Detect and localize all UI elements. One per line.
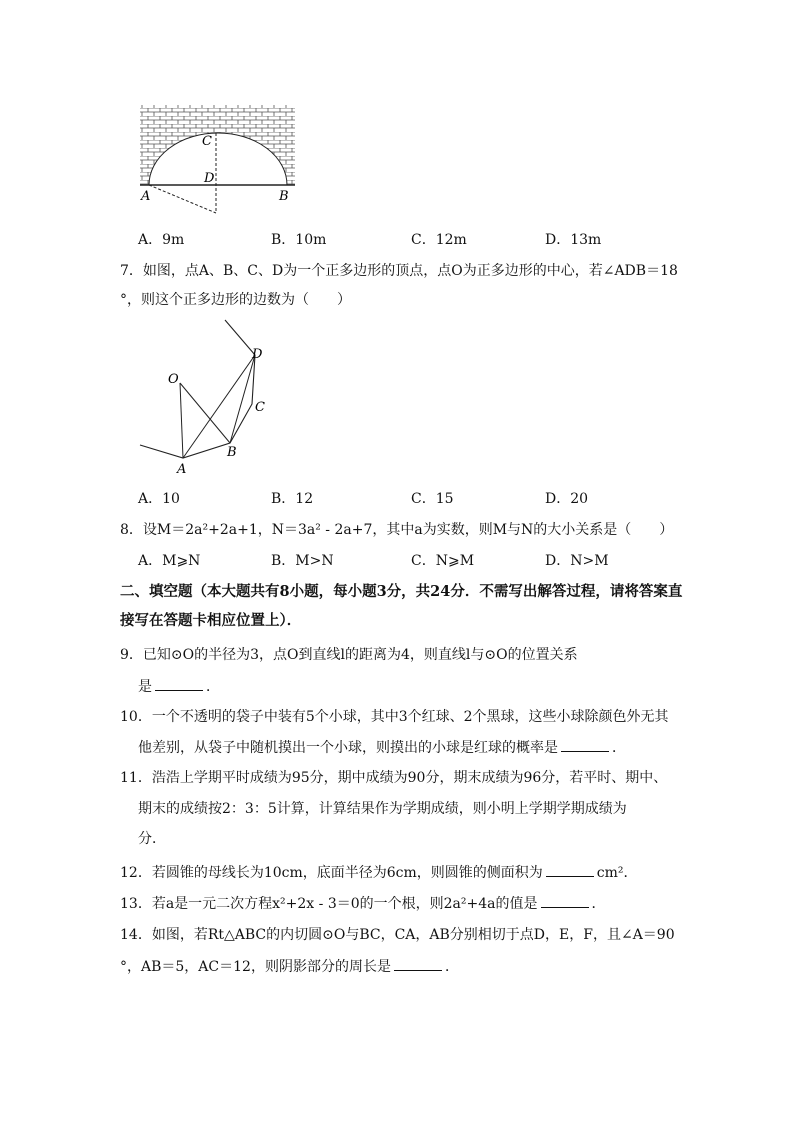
q9-text-a: 是 xyxy=(138,679,152,695)
label-C: C xyxy=(202,134,212,149)
q6-option-b: B．10m xyxy=(271,232,327,248)
q9-line2 xyxy=(138,676,220,697)
q12-line xyxy=(120,862,638,883)
q7-stem-line2: °，则这个正多边形的边数为（ ） xyxy=(120,292,351,308)
q12-answer-blank[interactable] xyxy=(546,862,594,877)
label-C: C xyxy=(255,400,265,415)
q10-text-a: 他差别，从袋子中随机摸出一个小球，则摸出的小球是红球的概率是 xyxy=(138,740,558,756)
q14-text-a: °，AB＝5，AC＝12，则阴影部分的周长是 xyxy=(120,959,391,975)
q13-text-a: 13．若a是一元二次方程x²+2x - 3＝0的一个根，则2a²+4a的值是 xyxy=(120,896,538,912)
q8-option-d: D．N>M xyxy=(545,553,609,569)
q6-option-c: C．12m xyxy=(411,232,467,248)
q6-option-a: A．9m xyxy=(138,232,185,248)
label-O: O xyxy=(168,372,179,387)
q10-answer-blank[interactable] xyxy=(561,737,609,752)
q9-answer-blank[interactable] xyxy=(155,676,203,691)
q7-stem-line1: 7．如图，点A、B、C、D为一个正多边形的顶点，点O为正多边形的中心，若∠ADB＝18 xyxy=(120,263,678,279)
segment-BD xyxy=(230,355,255,443)
q13-line xyxy=(120,893,606,914)
q14-answer-blank[interactable] xyxy=(394,956,442,971)
q12-text-a: 12．若圆锥的母线长为10cm，底面半径为6cm，则圆锥的侧面积为 xyxy=(120,865,543,881)
q11-line3: 分． xyxy=(138,831,166,847)
label-B: B xyxy=(227,445,237,460)
label-D: D xyxy=(204,171,215,186)
q13-answer-blank[interactable] xyxy=(541,893,589,908)
segment-OA xyxy=(180,383,183,458)
q6-option-d: D．13m xyxy=(545,232,602,248)
q7-option-c: C．15 xyxy=(411,491,454,507)
segment-A-to-bottom xyxy=(149,185,216,213)
label-B: B xyxy=(279,189,289,204)
q9-text-b: ． xyxy=(206,679,220,695)
q8-option-a: A．M⩾N xyxy=(138,553,201,569)
q10-text-b: ． xyxy=(612,740,626,756)
q10-line2 xyxy=(138,737,626,758)
label-A: A xyxy=(177,462,187,477)
q11-line1: 11．浩浩上学期平时成绩为95分，期中成绩为90分，期末成绩为96分，若平时、期中、 xyxy=(120,770,668,786)
brick-wall xyxy=(140,105,295,185)
label-D: D xyxy=(252,347,263,362)
q7-figure xyxy=(130,315,290,480)
q8-stem: 8．设M＝2a²+2a+1，N＝3a² - 2a+7，其中a为实数，则M与N的大小关系是（ ） xyxy=(120,522,674,538)
section-heading-line1: 二、填空题（本大题共有8小题，每小题3分，共24分．不需写出解答过程，请将答案直 xyxy=(120,583,683,600)
section-heading-line2: 接写在答题卡相应位置上）． xyxy=(120,612,302,629)
q7-option-b: B．12 xyxy=(271,491,314,507)
segment-AD xyxy=(183,355,255,458)
q11-line2: 期末的成绩按2：3：5计算，计算结果作为学期成绩，则小明上学期学期成绩为 xyxy=(138,801,627,817)
q13-text-b: ． xyxy=(591,896,606,912)
q14-line1: 14．如图，若Rt△ABC的内切圆⊙O与BC，CA，AB分别相切于点D，E，F，且∠A＝90 xyxy=(120,927,675,943)
q8-option-c: C．N⩾M xyxy=(411,553,475,569)
q7-option-d: D．20 xyxy=(545,491,589,507)
segment-OB xyxy=(180,383,230,443)
label-A: A xyxy=(141,189,151,204)
q14-text-b: ． xyxy=(444,959,459,975)
q10-line1: 10．一个不透明的袋子中装有5个小球，其中3个红球、2个黑球，这些小球除颜色外无其 xyxy=(120,709,669,725)
q8-option-b: B．M>N xyxy=(271,553,334,569)
q14-line2 xyxy=(120,956,459,977)
q6-figure xyxy=(130,100,305,220)
q7-option-a: A．10 xyxy=(138,491,180,507)
q12-text-b: cm²． xyxy=(596,865,638,881)
q9-line1: 9．已知⊙O的半径为3，点O到直线l的距离为4，则直线l与⊙O的位置关系 xyxy=(120,647,578,663)
